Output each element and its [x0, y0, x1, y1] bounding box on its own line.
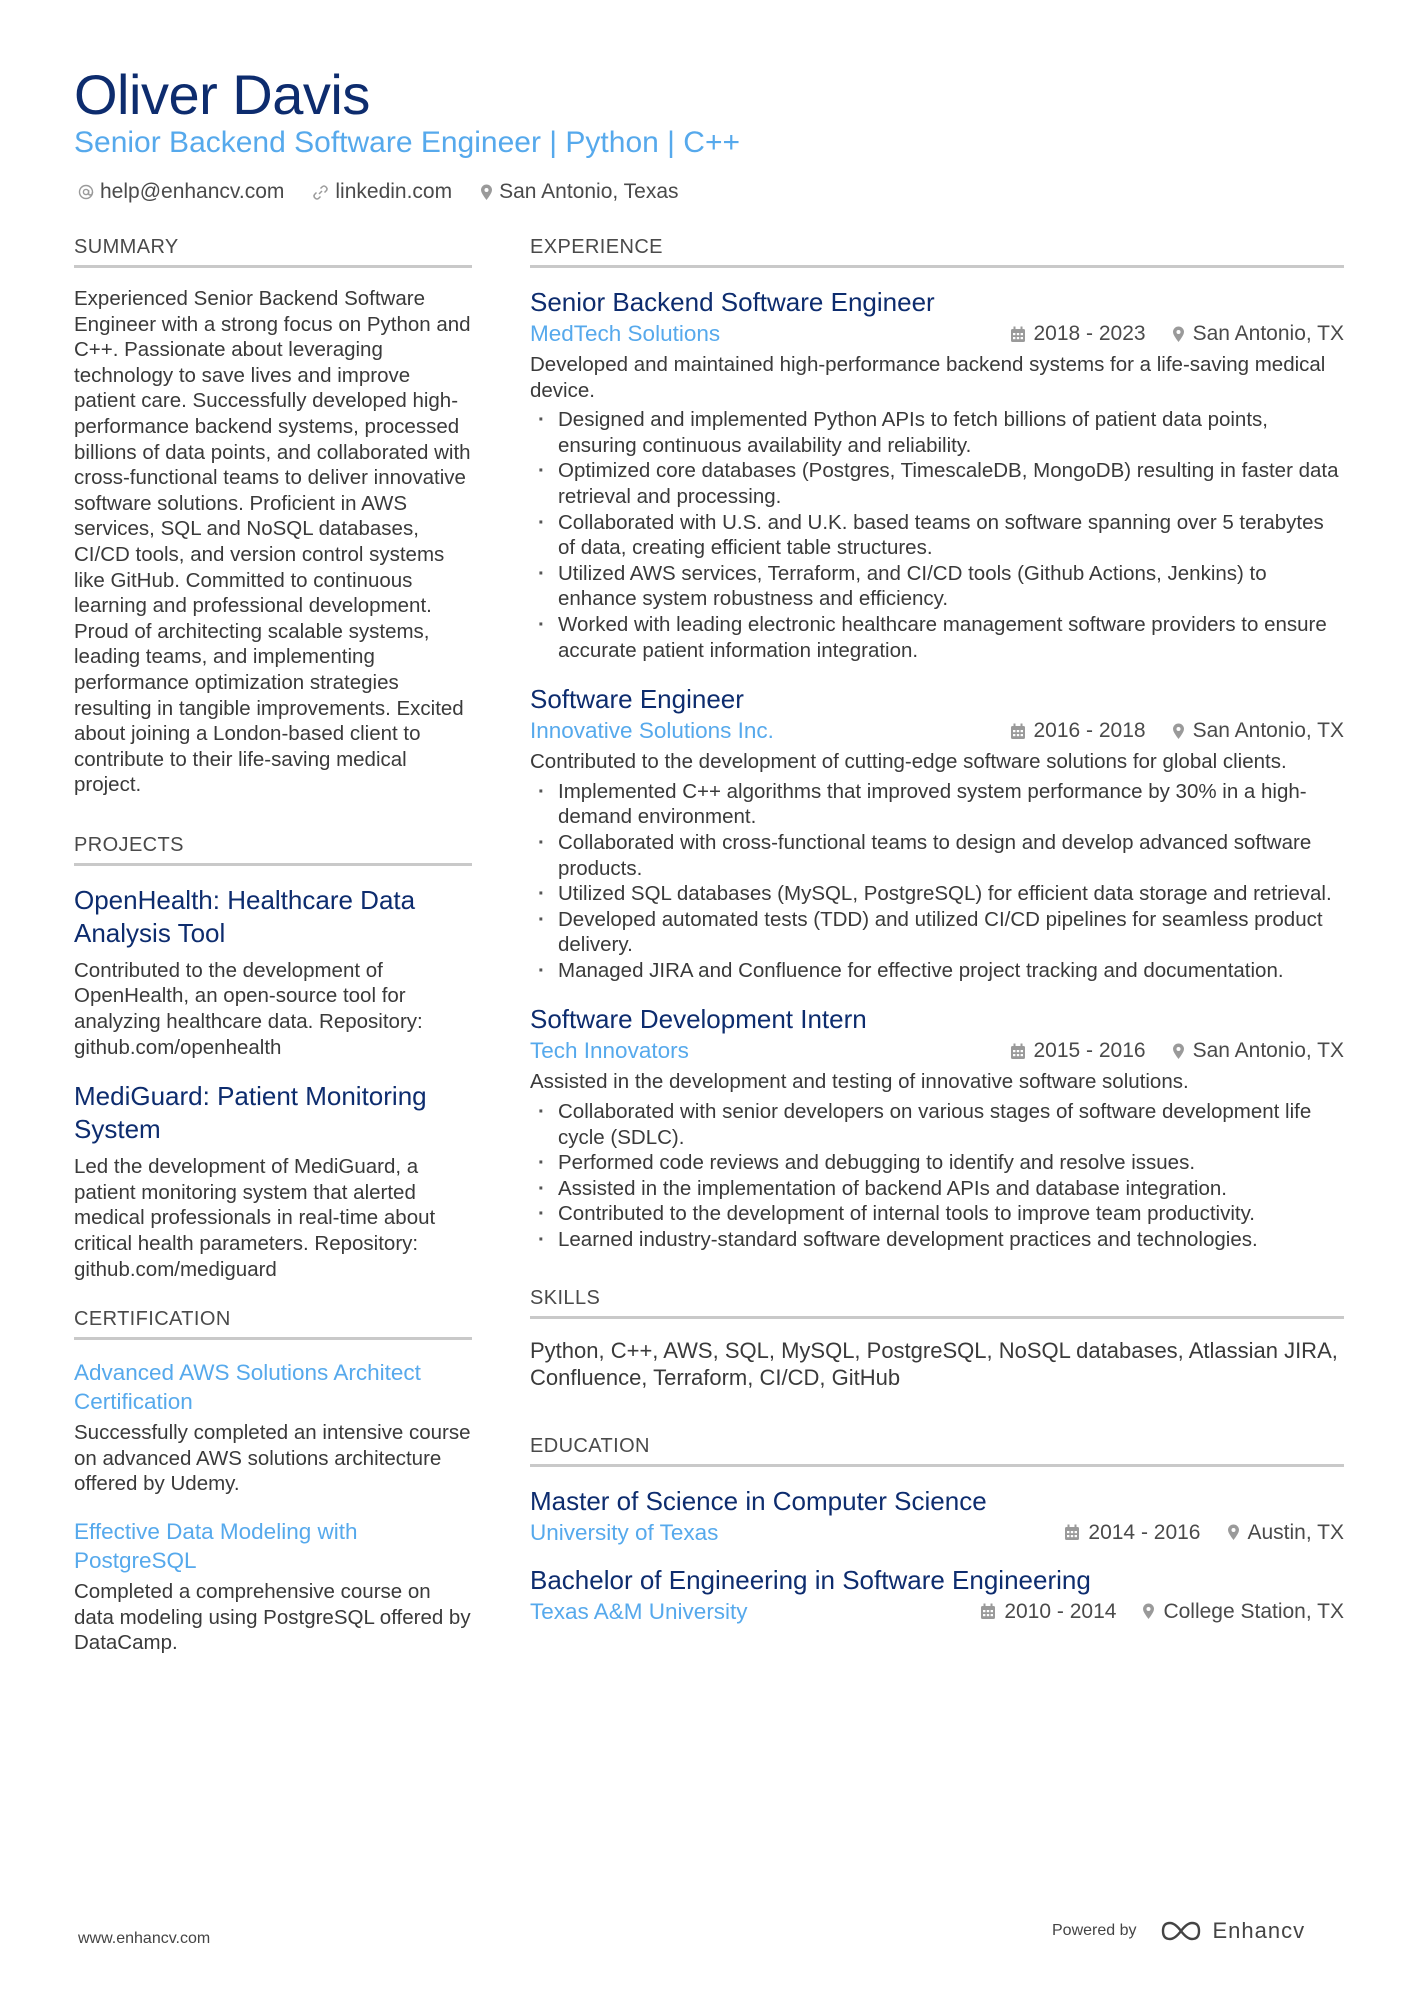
right-column — [530, 236, 1344, 1643]
experience-item — [530, 286, 1344, 663]
achievement-item: · Optimized core databases (Postgres, TimescaleDB, MongoDB) resulting in faster data retrieval and processing. — [530, 458, 1344, 509]
location-pin-icon — [1172, 326, 1185, 343]
skills-text: Python, C++, AWS, SQL, MySQL, PostgreSQL, NoSQL databases, Atlassian JIRA, Confluence, Terraform, CI/CD, GitHub — [530, 1337, 1338, 1390]
meta-info — [980, 1600, 1344, 1624]
skills-heading: SKILLS — [530, 1287, 1344, 1319]
footer-website[interactable]: www.enhancv.com — [78, 1930, 211, 1947]
location — [1142, 1600, 1344, 1624]
achievement-list — [530, 779, 1344, 984]
location-text: Austin, TX — [1247, 1520, 1344, 1544]
certification-description: Successfully completed an intensive course on advanced AWS solutions architecture offered by Udemy. — [74, 1421, 471, 1496]
certification-description: Completed a comprehensive course on data modeling using PostgreSQL offered by DataCamp. — [74, 1580, 471, 1655]
meta-row — [530, 321, 1344, 347]
achievement-item: · Designed and implemented Python APIs to fetch billions of patient data points, ensuring continuous availability and reliability. — [530, 407, 1344, 458]
project-title: OpenHealth: Healthcare Data Analysis Tool — [74, 884, 416, 948]
location — [1172, 719, 1344, 743]
job-title: Senior Backend Software Engineer — [530, 287, 935, 317]
experience-list — [530, 286, 1344, 1253]
education-item — [530, 1485, 1344, 1546]
achievement-list — [530, 1099, 1344, 1253]
meta-row — [530, 1599, 1344, 1625]
achievement-list — [530, 407, 1344, 663]
contact-location-text: San Antonio, Texas — [499, 180, 679, 203]
education-heading: EDUCATION — [530, 1435, 1344, 1467]
location-text: San Antonio, TX — [1192, 1039, 1344, 1063]
summary-heading: SUMMARY — [74, 236, 472, 268]
experience-item — [530, 683, 1344, 983]
location — [1172, 322, 1344, 346]
education-item — [530, 1564, 1344, 1625]
candidate-headline: Senior Backend Software Engineer | Python | C++ — [74, 126, 740, 159]
location-pin-icon — [1172, 723, 1185, 740]
calendar-icon — [1010, 326, 1026, 343]
job-title: Software Engineer — [530, 684, 744, 715]
certification-title: Advanced AWS Solutions Architect Certification — [74, 1360, 421, 1415]
location-text: San Antonio, TX — [1192, 719, 1344, 743]
date-range — [1010, 322, 1146, 346]
enhancv-logo-icon — [1159, 1919, 1203, 1943]
school-name: University of Texas — [530, 1519, 719, 1545]
meta-row — [530, 1038, 1344, 1064]
job-title: Software Development Intern — [530, 1004, 867, 1035]
achievement-item: · Performed code reviews and debugging to identify and resolve issues. — [530, 1150, 1344, 1176]
powered-by-label: Powered by — [1052, 1922, 1137, 1939]
candidate-name: Oliver Davis — [74, 63, 370, 126]
achievement-item: · Utilized AWS services, Terraform, and CI/CD tools (Github Actions, Jenkins) to enhance system robustness and efficiency. — [530, 561, 1344, 612]
contact-email[interactable] — [78, 180, 284, 204]
contact-email-text: help@enhancv.com — [100, 180, 285, 203]
location — [1172, 1039, 1344, 1063]
contact-linkedin-text: linkedin.com — [335, 180, 453, 203]
location — [1227, 1521, 1345, 1545]
achievement-item: · Contributed to the development of internal tools to improve team productivity. — [530, 1201, 1344, 1227]
experience-item — [530, 1003, 1344, 1252]
certification-heading: CERTIFICATION — [74, 1308, 472, 1340]
school-name: Texas A&M University — [530, 1598, 748, 1624]
calendar-icon — [1010, 1043, 1026, 1060]
education-list — [530, 1485, 1344, 1625]
at-icon — [78, 184, 94, 200]
contact-linkedin[interactable] — [312, 180, 452, 204]
achievement-item: · Worked with leading electronic healthcare management software providers to ensure accurate patient information integration. — [530, 612, 1344, 663]
achievement-item: · Collaborated with U.S. and U.K. based teams on software spanning over 5 terabytes of data, creating efficient table structures. — [530, 510, 1344, 561]
project-item — [74, 884, 472, 1060]
footer-branding — [1052, 1918, 1305, 1944]
date-text: 2016 - 2018 — [1033, 719, 1146, 743]
location-pin-icon — [1172, 1043, 1185, 1060]
job-description: Assisted in the development and testing of innovative software solutions. — [530, 1070, 1189, 1094]
project-item — [74, 1080, 472, 1282]
link-icon — [312, 184, 329, 201]
skills-section — [530, 1287, 1344, 1391]
brand-name: Enhancv — [1212, 1918, 1306, 1943]
achievement-item: · Assisted in the implementation of backend APIs and database integration. — [530, 1176, 1344, 1202]
company-name: MedTech Solutions — [530, 321, 721, 346]
certification-item — [74, 1358, 472, 1497]
location-text: College Station, TX — [1163, 1599, 1344, 1623]
location-pin-icon — [1227, 1524, 1240, 1541]
company-name: Tech Innovators — [530, 1038, 689, 1064]
contact-location — [480, 180, 678, 204]
certification-section — [74, 1308, 472, 1656]
location-pin-icon — [480, 184, 493, 201]
achievement-item: · Collaborated with senior developers on various stages of software development life cycle (SDLC). — [530, 1099, 1344, 1150]
date-range — [1010, 1039, 1146, 1063]
summary-text: Experienced Senior Backend Software Engineer with a strong focus on Python and C++. Passionate about leveraging technology to save lives and improve patient care. Successfully developed high-performance backend systems, processed billions of data points, and collaborated with cross-functional teams to deliver innovative software solutions. Proficient in AWS services, SQL and NoSQL databases, CI/CD tools, and version control systems like GitHub. Committed to continuous learning and professional development. Proud of architecting scalable systems, leading teams, and implementing performance optimization strategies resulting in tangible improvements. Excited about joining a London-based client to contribute to their life-saving medical project. — [74, 287, 471, 797]
job-description: Developed and maintained high-performance backend systems for a life-saving medical device. — [530, 353, 1326, 402]
achievement-item: · Collaborated with cross-functional teams to design and develop advanced software products. — [530, 830, 1344, 881]
degree-title: Bachelor of Engineering in Software Engineering — [530, 1564, 1091, 1595]
job-description: Contributed to the development of cutting-edge software solutions for global clients. — [530, 750, 1287, 774]
achievement-item: · Managed JIRA and Confluence for effective project tracking and documentation. — [530, 958, 1344, 984]
meta-info — [1064, 1521, 1344, 1545]
degree-title: Master of Science in Computer Science — [530, 1485, 987, 1516]
location-text: San Antonio, TX — [1192, 322, 1344, 345]
summary-section — [74, 236, 472, 798]
left-column — [74, 236, 472, 1676]
calendar-icon — [980, 1603, 996, 1620]
meta-info — [1010, 322, 1345, 346]
date-text: 2010 - 2014 — [1004, 1599, 1117, 1623]
project-description: Contributed to the development of OpenHealth, an open-source tool for analyzing healthcare data. Repository: github.com/openhealth — [74, 958, 423, 1059]
contact-row — [78, 180, 679, 204]
achievement-item: · Utilized SQL databases (MySQL, PostgreSQL) for efficient data storage and retrieval. — [530, 881, 1344, 907]
experience-section — [530, 236, 1344, 1253]
projects-section — [74, 834, 472, 1282]
meta-row — [530, 1520, 1344, 1546]
achievement-item: · Learned industry-standard software development practices and technologies. — [530, 1227, 1344, 1253]
certification-title: Effective Data Modeling with PostgreSQL — [74, 1519, 358, 1573]
education-section — [530, 1435, 1344, 1625]
certification-item — [74, 1517, 472, 1656]
projects-heading: PROJECTS — [74, 834, 472, 866]
date-text: 2015 - 2016 — [1033, 1039, 1146, 1063]
meta-info — [1010, 1039, 1345, 1063]
achievement-item: · Developed automated tests (TDD) and utilized CI/CD pipelines for seamless product delivery. — [530, 907, 1344, 958]
brand-logo[interactable] — [1159, 1918, 1306, 1944]
company-name: Innovative Solutions Inc. — [530, 718, 774, 744]
project-description: Led the development of MediGuard, a patient monitoring system that alerted medical professionals in real-time about critical health parameters. Repository: github.com/mediguard — [74, 1155, 436, 1281]
calendar-icon — [1010, 723, 1026, 740]
date-range — [1010, 719, 1146, 743]
experience-heading: EXPERIENCE — [530, 236, 1344, 268]
date-range — [1064, 1521, 1200, 1545]
date-text: 2018 - 2023 — [1033, 322, 1146, 345]
date-text: 2014 - 2016 — [1088, 1520, 1201, 1544]
achievement-item: · Implemented C++ algorithms that improved system performance by 30% in a high-demand environment. — [530, 779, 1344, 830]
date-range — [980, 1600, 1116, 1624]
meta-row — [530, 718, 1344, 744]
location-pin-icon — [1142, 1603, 1155, 1620]
calendar-icon — [1064, 1524, 1080, 1541]
meta-info — [1010, 719, 1345, 743]
project-title: MediGuard: Patient Monitoring System — [74, 1081, 427, 1145]
